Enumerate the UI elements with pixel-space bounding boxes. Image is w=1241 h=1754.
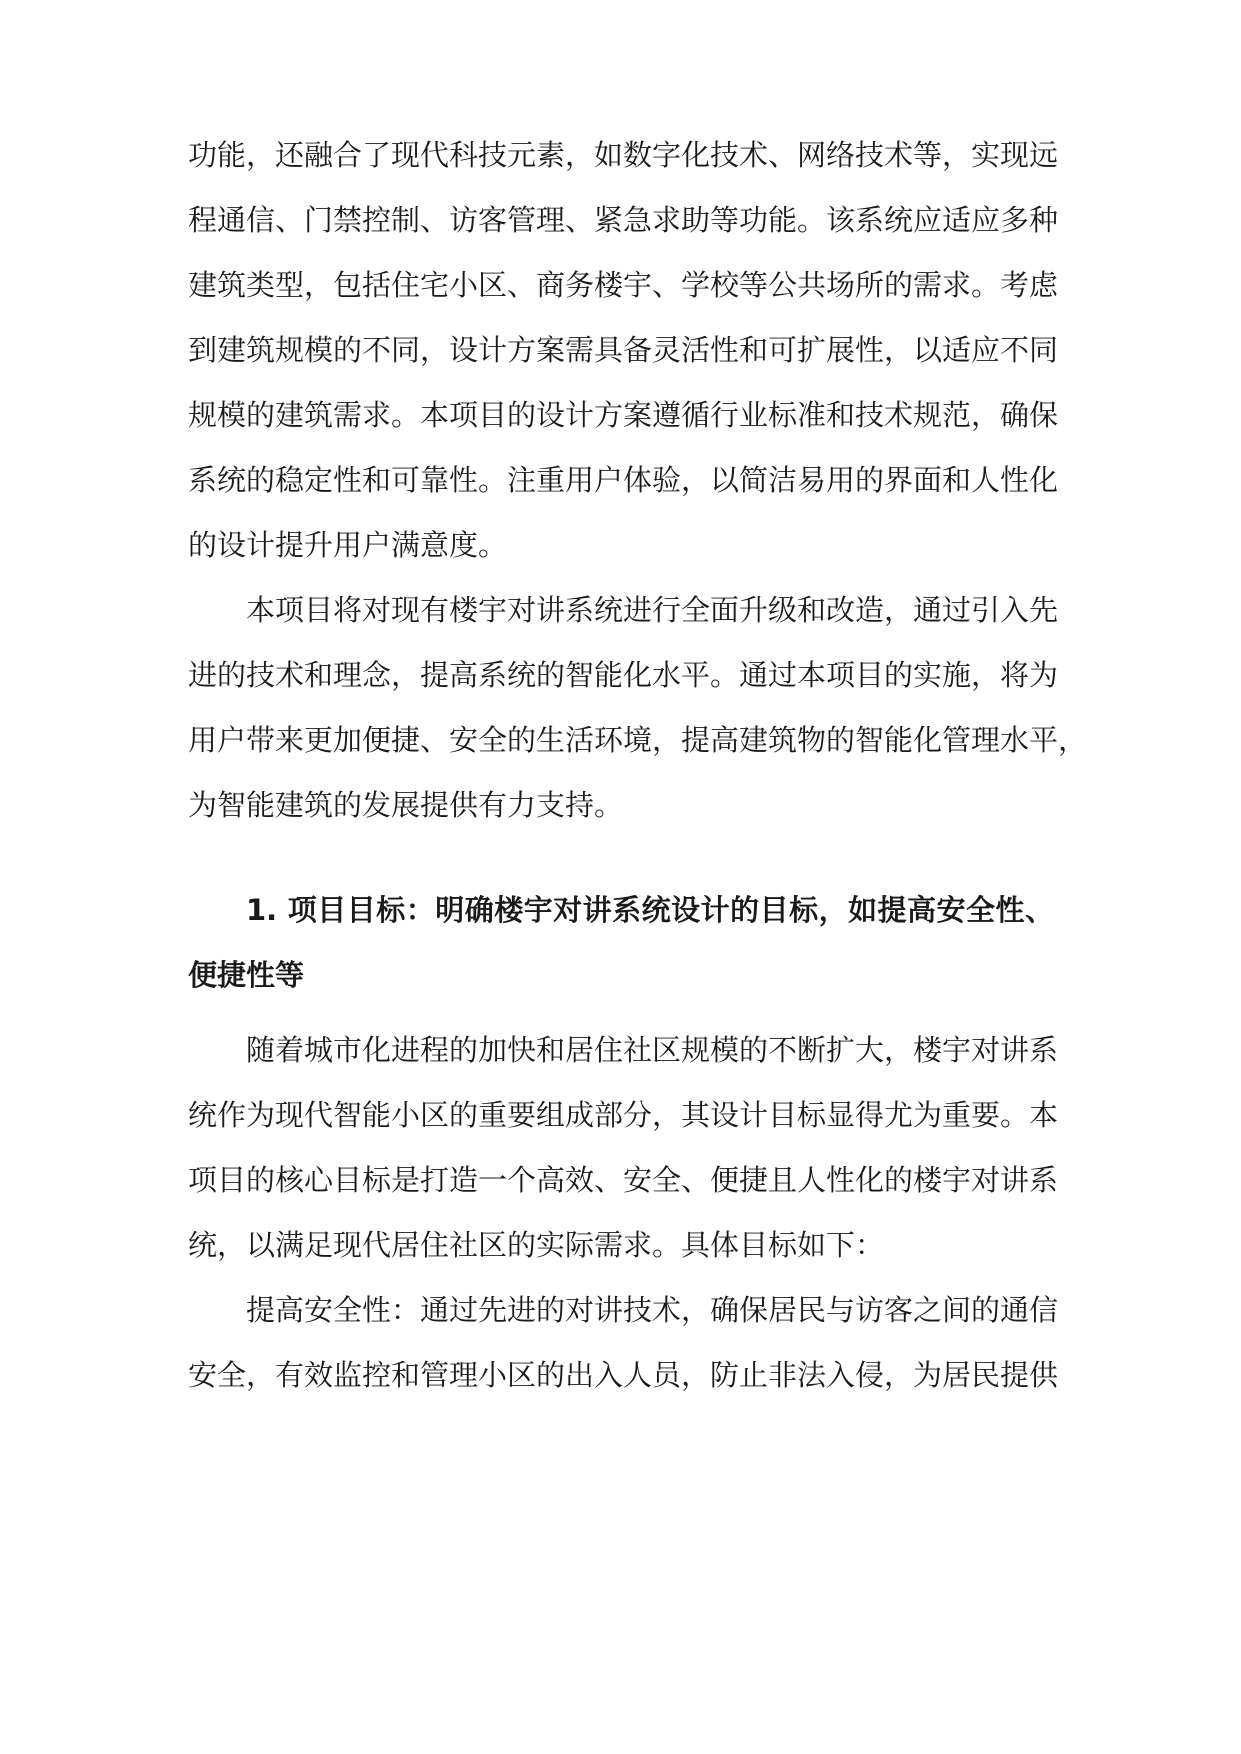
paragraph-line: 规模的建筑需求。本项目的设计方案遵循行业标准和技术规范，确保 <box>188 398 1059 432</box>
paragraph-line: 为智能建筑的发展提供有力支持。 <box>188 788 624 822</box>
paragraph-line: 项目的核心目标是打造一个高效、安全、便捷且人性化的楼宇对讲系 <box>188 1163 1059 1197</box>
paragraph-line: 建筑类型，包括住宅小区、商务楼宇、学校等公共场所的需求。考虑 <box>188 268 1059 302</box>
paragraph-line: 统，以满足现代居住社区的实际需求。具体目标如下： <box>188 1228 885 1262</box>
paragraph-line: 功能，还融合了现代科技元素，如数字化技术、网络技术等，实现远 <box>188 138 1059 172</box>
paragraph-line: 用户带来更加便捷、安全的生活环境，提高建筑物的智能化管理水平， <box>188 723 1088 757</box>
paragraph-line: 系统的稳定性和可靠性。注重用户体验，以简洁易用的界面和人性化 <box>188 463 1059 497</box>
section-heading: 便捷性等 <box>188 958 305 992</box>
section-heading: 1. 项目目标：明确楼宇对讲系统设计的目标，如提高安全性、 <box>246 893 1054 927</box>
paragraph-line: 到建筑规模的不同，设计方案需具备灵活性和可扩展性，以适应不同 <box>188 333 1059 367</box>
paragraph-line: 进的技术和理念，提高系统的智能化水平。通过本项目的实施，将为 <box>188 658 1059 692</box>
paragraph-line: 安全，有效监控和管理小区的出入人员，防止非法入侵，为居民提供 <box>188 1358 1059 1392</box>
paragraph-line: 统作为现代智能小区的重要组成部分，其设计目标显得尤为重要。本 <box>188 1098 1059 1132</box>
paragraph-line: 提高安全性：通过先进的对讲技术，确保居民与访客之间的通信 <box>246 1293 1059 1327</box>
paragraph-line: 随着城市化进程的加快和居住社区规模的不断扩大，楼宇对讲系 <box>246 1033 1059 1067</box>
paragraph-line: 程通信、门禁控制、访客管理、紧急求助等功能。该系统应适应多种 <box>188 203 1059 237</box>
paragraph-line: 本项目将对现有楼宇对讲系统进行全面升级和改造，通过引入先 <box>246 593 1059 627</box>
paragraph-line: 的设计提升用户满意度。 <box>188 528 508 562</box>
